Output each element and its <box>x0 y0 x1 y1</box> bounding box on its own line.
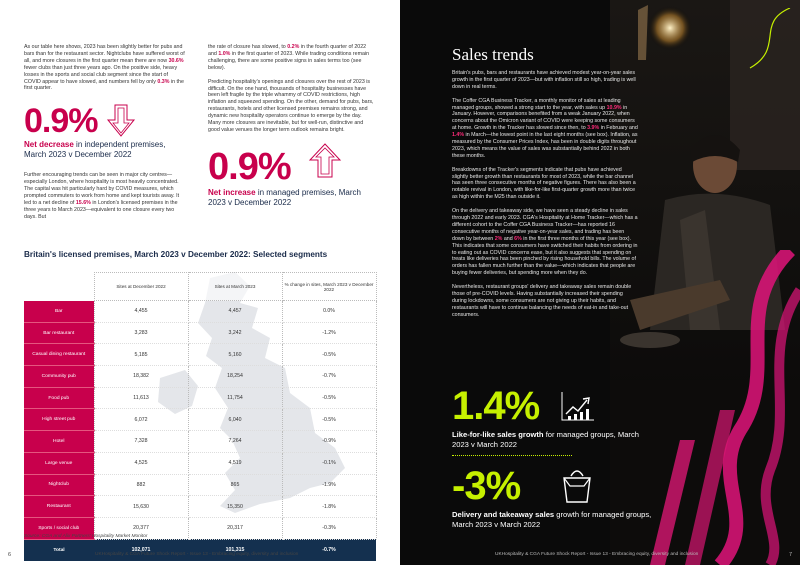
stat-lfl-caption <box>452 430 652 449</box>
sales-paragraph-2: The Coffer CGA Business Tracker, a monthly monitor of sales at leading managed groups, showed a strong start to the year, with sales up 10.9% in January. However, comparisons benefited from a weak January 2022, when concerns about the Omicron variant of COVID were keeping some consumers at home. Growth in the Tracker has slowed since then, to 3.9% in February and 1.4% in March—the lowest point in the last eight months (see box). Inflation, as measured by the Consumer Prices Index, has been in double digits throughout 2023, which means the value of sales was substantially behind 2022 in both these months. <box>452 97 638 159</box>
table-cell-change: -0.5% <box>282 344 376 366</box>
table-cell-mar: 7,264 <box>188 431 282 453</box>
stat-independent-bold: Net decrease <box>24 140 74 150</box>
table-cell-dec: 3,283 <box>94 322 188 344</box>
table-cell-dec: 4,525 <box>94 452 188 474</box>
table-cell-mar: 3,242 <box>188 322 282 344</box>
table-cell-dec: 7,328 <box>94 431 188 453</box>
sales-paragraph-3: Breakdowns of the Tracker's segments indicate that pubs have achieved slightly better growth than restaurants for most of 2023, while the bar channel has seen three consecutive months of negative figures. There has also been a notable revival in London, with like-for-like first-quarter growth more than twice as high within the M25 than outside it. <box>452 166 636 201</box>
table-cell-mar: 4,519 <box>188 452 282 474</box>
sales-trends-title: Sales trends <box>452 45 534 64</box>
arrow-up-icon <box>308 142 342 178</box>
table-cell-mar: 20,317 <box>188 517 282 539</box>
table-cell-change: -0.1% <box>282 452 376 474</box>
table-title: Britain's licensed premises, March 2023 v December 2022: Selected segments <box>24 250 328 259</box>
table-cell-mar: 6,040 <box>188 409 282 431</box>
table-cell-mar: 101,315 <box>188 539 282 561</box>
left-column-2 <box>208 44 376 208</box>
table-cell-dec: 102,071 <box>94 539 188 561</box>
growth-chart-icon <box>560 390 596 422</box>
table-cell-dec: 6,072 <box>94 409 188 431</box>
stat-delivery-value: -3% <box>452 464 521 508</box>
table-cell-mar: 18,254 <box>188 366 282 388</box>
table-cell-dec: 18,382 <box>94 366 188 388</box>
stat-independent-value: 0.9% <box>24 102 98 141</box>
table-cell-mar: 11,754 <box>188 387 282 409</box>
table-cell-mar: 4,457 <box>188 301 282 323</box>
licensed-premises-table <box>24 272 377 561</box>
table-row <box>24 301 376 323</box>
right-column <box>452 70 638 325</box>
table-cell-change: -0.5% <box>282 409 376 431</box>
stat-delivery-bold: Delivery and takeaway sales <box>452 510 555 519</box>
table-cell-segment: Large venue <box>24 452 94 474</box>
table-cell-segment: High street pub <box>24 409 94 431</box>
table-cell-change: -1.2% <box>282 322 376 344</box>
table-cell-segment: Food pub <box>24 387 94 409</box>
table-cell-segment: Hotel <box>24 431 94 453</box>
magenta-stripes-icon <box>640 330 750 565</box>
takeaway-box-icon <box>560 466 594 504</box>
table-cell-segment: Community pub <box>24 366 94 388</box>
stat-lfl-rest: for managed groups, March 2023 v March 2022 <box>452 430 639 449</box>
stat-managed-caption <box>208 188 376 208</box>
table-row <box>24 409 376 431</box>
table-cell-segment: Bar restaurant <box>24 322 94 344</box>
table-cell-mar: 15,350 <box>188 496 282 518</box>
table-header-row <box>24 273 376 301</box>
table-cell-mar: 5,160 <box>188 344 282 366</box>
table-cell-change: -0.9% <box>282 431 376 453</box>
footer-left: UKHospitality & CGA Future Shock Report - Issue 13 - Embracing equity, diversity and inclusion <box>95 552 299 557</box>
table-cell-dec: 15,630 <box>94 496 188 518</box>
stat-lfl <box>452 386 652 449</box>
stat-managed-bold: Net increase <box>208 187 256 197</box>
table-cell-mar: 865 <box>188 474 282 496</box>
table-cell-segment: Casual dining restaurant <box>24 344 94 366</box>
left-column-1 <box>24 44 186 221</box>
sales-paragraph-1: Britain's pubs, bars and restaurants have achieved modest year-on-year sales growth in the first quarter of 2023—but with inflation still so high, trading is well down in real terms. <box>452 70 636 90</box>
table-cell-segment: Total <box>24 539 94 561</box>
table-header-blank <box>24 273 94 301</box>
table-row <box>24 496 376 518</box>
footer-right: UKHospitality & CGA Future Shock Report - Issue 13 - Embracing equity, diversity and inclusion <box>495 552 699 557</box>
stat-divider <box>452 455 572 456</box>
table-header-dec: Sites at December 2022 <box>94 273 188 301</box>
table-cell-segment: Nightclub <box>24 474 94 496</box>
right-page <box>400 0 800 565</box>
lime-swirl-icon <box>740 8 795 78</box>
table-cell-change: -1.9% <box>282 474 376 496</box>
page-number-left: 6 <box>8 552 12 558</box>
table-cell-segment: Restaurant <box>24 496 94 518</box>
table-cell-segment: Sports / social club <box>24 517 94 539</box>
stat-independent <box>24 104 186 140</box>
table-cell-dec: 11,613 <box>94 387 188 409</box>
table-source: Source: CGA and Alix Partners' Hospitality Market Monitor <box>24 534 148 539</box>
table-cell-dec: 882 <box>94 474 188 496</box>
table-row <box>24 474 376 496</box>
table-row <box>24 322 376 344</box>
table-header-change: % change in sites, March 2023 v December 2022 <box>282 273 376 301</box>
stat-managed-value: 0.9% <box>208 145 291 188</box>
stat-lfl-value: 1.4% <box>452 384 540 428</box>
stat-managed-rest: in managed premises, March 2023 v December 2022 <box>208 187 361 207</box>
sales-paragraph-5: Nevertheless, restaurant groups' delivery and takeaway sales remain double those of pre-COVID levels. Having substantially increased their spending during lockdowns, some consumers are not giving up their habits, and restaurants will have to continue balancing the needs of eat-in and take-out consumers. <box>452 284 632 318</box>
stat-managed <box>208 145 376 188</box>
stat-delivery-rest: growth for managed groups, March 2023 v March 2022 <box>452 510 652 529</box>
table-cell-dec: 5,185 <box>94 344 188 366</box>
stat-independent-rest: in independent premises, March 2023 v December 2022 <box>24 140 166 160</box>
table-cell-change: -1.8% <box>282 496 376 518</box>
page-number-right: 7 <box>788 552 792 558</box>
table-row <box>24 366 376 388</box>
table-row <box>24 387 376 409</box>
table-cell-change: 0.0% <box>282 301 376 323</box>
col1-paragraph-1: As our table here shows, 2023 has been slightly better for pubs and bars than for the restaurant sector. Nightclubs have suffered worst of all, and more closures in the first quarter mean there are now 30.6% fewer clubs than just three years ago. On the positive side, heavy losses in the sports and social club segment since the start of COVID appear to have slowed, and numbers fell by only 0.3% in the first quarter. <box>24 44 185 92</box>
stat-independent-caption <box>24 140 186 160</box>
col2-paragraph-2: Predicting hospitality's openings and closures over the rest of 2023 is difficult. On the one hand, thousands of hospitality businesses have been left fragile by the triple whammy of COVID restrictions, high inflation and squeezed spending. On the other, demand for pubs, bars, restaurants, hotels and other licensed premises remains strong, and dynamic new hospitality operators continue to emerge by the day. Many more closures are inevitable, but for well-run, distinctive and good value venues the longer term outlook remains bright. <box>208 78 374 133</box>
stat-lfl-bold: Like-for-like sales growth <box>452 430 544 439</box>
table-cell-change: -0.7% <box>282 539 376 561</box>
stat-delivery <box>452 466 652 529</box>
col1-paragraph-2: Further encouraging trends can be seen in major city centres—especially London, where hospitality is most heavily concentrated. The capital was hit particularly hard by COVID measures, which prompted commuters to work from home and kept tourists away. It led to a net decline of 15.6% in London's licensed premises in the three years to March 2023—equivalent to one closure every two days. But <box>24 172 180 220</box>
table-header-mar: Sites at March 2023 <box>188 273 282 301</box>
table-cell-dec: 20,377 <box>94 517 188 539</box>
table-cell-dec: 4,455 <box>94 301 188 323</box>
table-cell-change: -0.3% <box>282 517 376 539</box>
arrow-down-icon <box>106 104 136 138</box>
table-cell-change: -0.5% <box>282 387 376 409</box>
sales-paragraph-4: On the delivery and takeaway side, we have seen a steady decline in sales through 2022 and early 2023. CGA's Hospitality at Home Tracker—which has a different cohort to the Coffer CGA Business Tracker—has reported 16 consecutive months of negative year-on-year sales, and trading has been down by between 2% and 6% in the first three months of this year (see box). This indicates that some consumers have switched their habits from ordering in to eating out as COVID concerns ease, but it also suggests that spending on treats like deliveries has been pinched by rising household bills. The volume of orders has fallen much further than the value—which indicates that people are buying fewer deliveries, but spending more when they do. <box>452 208 638 277</box>
table-cell-change: -0.7% <box>282 366 376 388</box>
table-row <box>24 452 376 474</box>
table-row <box>24 431 376 453</box>
table-row <box>24 344 376 366</box>
col2-paragraph-1: the rate of closure has slowed, to 0.2% in the fourth quarter of 2022 and 1.0% in the first quarter of 2023. While trading conditions remain challenging, there are some positive signs in sales terms too (see below). <box>208 44 370 71</box>
table-cell-segment: Bar <box>24 301 94 323</box>
stat-delivery-caption <box>452 510 652 529</box>
table-total-row <box>24 539 376 561</box>
